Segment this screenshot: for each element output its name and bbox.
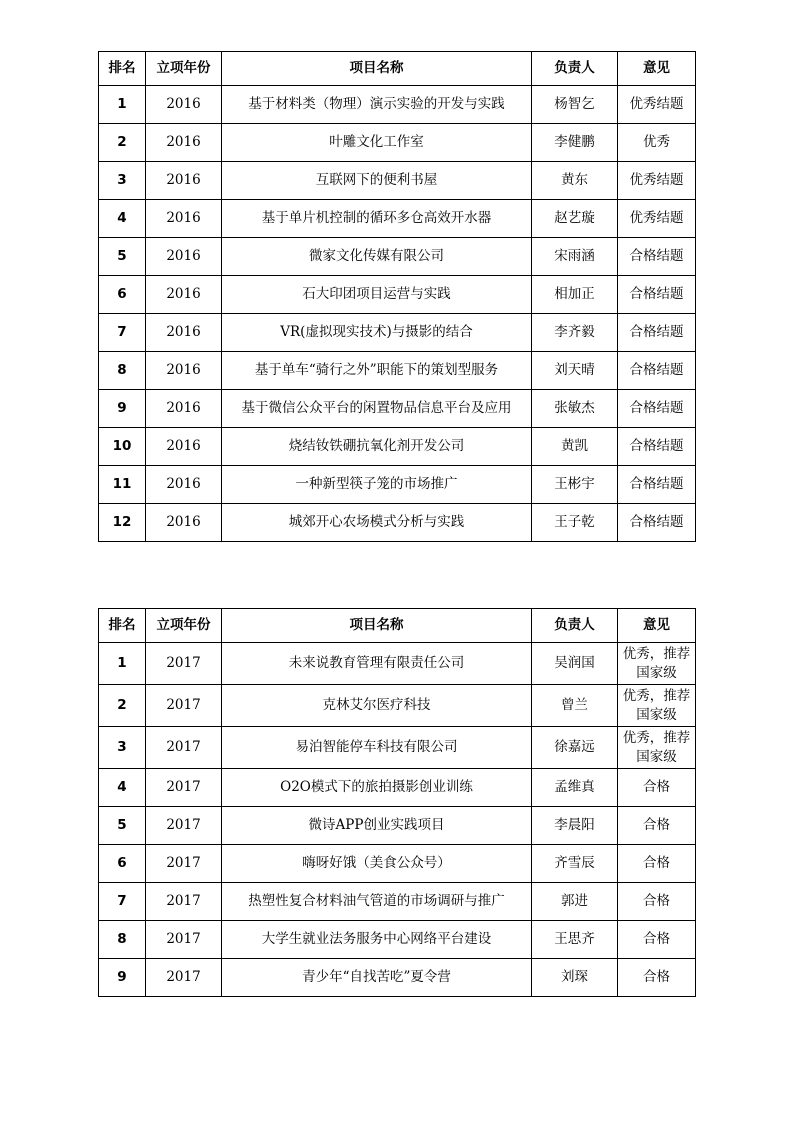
rank-cell: 1 [99,86,146,124]
project-name-cell: 互联网下的便利书屋 [222,162,532,200]
year-cell: 2017 [146,921,222,959]
project-name-cell: O2O模式下的旅拍摄影创业训练 [222,769,532,807]
leader-cell: 李晨阳 [532,807,618,845]
project-name-cell: 热塑性复合材料油气管道的市场调研与推广 [222,883,532,921]
table-row [99,124,696,162]
table-row [99,428,696,466]
leader-cell: 郭进 [532,883,618,921]
header-opinion: 意见 [618,609,696,643]
year-cell: 2016 [146,352,222,390]
opinion-cell: 合格结题 [618,390,696,428]
opinion-cell: 优秀结题 [618,162,696,200]
table-row [99,959,696,997]
project-name-cell: 烧结钕铁硼抗氧化剂开发公司 [222,428,532,466]
opinion-cell: 合格结题 [618,314,696,352]
rank-cell: 11 [99,466,146,504]
leader-cell: 黄凯 [532,428,618,466]
rank-cell: 8 [99,921,146,959]
project-name-cell: 青少年“自找苦吃”夏令营 [222,959,532,997]
rank-cell: 1 [99,643,146,685]
header-leader: 负责人 [532,609,618,643]
rank-cell: 4 [99,769,146,807]
header-year: 立项年份 [146,609,222,643]
leader-cell: 王子乾 [532,504,618,542]
project-name-cell: 基于材料类（物理）演示实验的开发与实践 [222,86,532,124]
leader-cell: 赵艺璇 [532,200,618,238]
header-year: 立项年份 [146,52,222,86]
project-name-cell: 嗨呀好饿（美食公众号） [222,845,532,883]
leader-cell: 杨智乞 [532,86,618,124]
rank-cell: 6 [99,845,146,883]
year-cell: 2016 [146,162,222,200]
header-opinion: 意见 [618,52,696,86]
opinion-cell: 合格结题 [618,466,696,504]
opinion-cell: 优秀，推荐国家级 [618,727,696,769]
year-cell: 2017 [146,883,222,921]
table-row [99,352,696,390]
opinion-cell: 合格 [618,921,696,959]
header-project: 项目名称 [222,609,532,643]
table-row [99,685,696,727]
opinion-cell: 合格 [618,959,696,997]
project-name-cell: VR(虚拟现实技术)与摄影的结合 [222,314,532,352]
year-cell: 2016 [146,466,222,504]
project-name-cell: 基于单车“骑行之外”职能下的策划型服务 [222,352,532,390]
rank-cell: 10 [99,428,146,466]
project-name-cell: 基于单片机控制的循环多仓高效开水器 [222,200,532,238]
table-row [99,86,696,124]
leader-cell: 相加正 [532,276,618,314]
opinion-cell: 优秀，推荐国家级 [618,685,696,727]
leader-cell: 王彬宇 [532,466,618,504]
opinion-cell: 合格 [618,845,696,883]
table-row [99,390,696,428]
rank-cell: 2 [99,685,146,727]
leader-cell: 曾兰 [532,685,618,727]
year-cell: 2016 [146,86,222,124]
year-cell: 2016 [146,428,222,466]
table-row [99,845,696,883]
project-name-cell: 微家文化传媒有限公司 [222,238,532,276]
rank-cell: 8 [99,352,146,390]
opinion-cell: 优秀 [618,124,696,162]
opinion-cell: 合格结题 [618,352,696,390]
opinion-cell: 合格 [618,807,696,845]
table-row [99,466,696,504]
year-cell: 2016 [146,390,222,428]
project-name-cell: 大学生就业法务服务中心网络平台建设 [222,921,532,959]
table-row [99,643,696,685]
year-cell: 2016 [146,314,222,352]
year-cell: 2017 [146,959,222,997]
opinion-cell: 合格结题 [618,504,696,542]
header-rank: 排名 [99,609,146,643]
year-cell: 2017 [146,685,222,727]
project-name-cell: 石大印团项目运营与实践 [222,276,532,314]
project-name-cell: 城郊开心农场模式分析与实践 [222,504,532,542]
table-row [99,807,696,845]
leader-cell: 王思齐 [532,921,618,959]
opinion-cell: 优秀，推荐国家级 [618,643,696,685]
opinion-cell: 合格结题 [618,238,696,276]
rank-cell: 3 [99,162,146,200]
year-cell: 2016 [146,124,222,162]
header-leader: 负责人 [532,52,618,86]
table-row [99,314,696,352]
year-cell: 2016 [146,238,222,276]
leader-cell: 孟维真 [532,769,618,807]
project-table-2016 [98,51,696,542]
header-project: 项目名称 [222,52,532,86]
leader-cell: 李齐毅 [532,314,618,352]
year-cell: 2016 [146,276,222,314]
rank-cell: 7 [99,314,146,352]
year-cell: 2016 [146,200,222,238]
leader-cell: 黄东 [532,162,618,200]
year-cell: 2017 [146,845,222,883]
rank-cell: 12 [99,504,146,542]
leader-cell: 齐雪辰 [532,845,618,883]
project-name-cell: 易泊智能停车科技有限公司 [222,727,532,769]
leader-cell: 吴润国 [532,643,618,685]
opinion-cell: 合格 [618,769,696,807]
leader-cell: 宋雨涵 [532,238,618,276]
leader-cell: 张敏杰 [532,390,618,428]
table-row [99,238,696,276]
rank-cell: 5 [99,238,146,276]
project-table-2017 [98,608,696,997]
table-header-row [99,52,696,86]
table-row [99,276,696,314]
table-row [99,921,696,959]
project-name-cell: 叶雕文化工作室 [222,124,532,162]
rank-cell: 3 [99,727,146,769]
rank-cell: 9 [99,390,146,428]
rank-cell: 9 [99,959,146,997]
leader-cell: 刘天晴 [532,352,618,390]
project-name-cell: 微诗APP创业实践项目 [222,807,532,845]
opinion-cell: 合格结题 [618,276,696,314]
year-cell: 2016 [146,504,222,542]
rank-cell: 2 [99,124,146,162]
year-cell: 2017 [146,727,222,769]
table-row [99,162,696,200]
project-name-cell: 克林艾尔医疗科技 [222,685,532,727]
opinion-cell: 优秀结题 [618,200,696,238]
table-row [99,883,696,921]
rank-cell: 4 [99,200,146,238]
rank-cell: 7 [99,883,146,921]
year-cell: 2017 [146,807,222,845]
table-row [99,504,696,542]
opinion-cell: 合格 [618,883,696,921]
year-cell: 2017 [146,769,222,807]
table-header-row [99,609,696,643]
project-name-cell: 基于微信公众平台的闲置物品信息平台及应用 [222,390,532,428]
table-row [99,769,696,807]
table-row [99,727,696,769]
project-name-cell: 一种新型筷子笼的市场推广 [222,466,532,504]
rank-cell: 5 [99,807,146,845]
opinion-cell: 合格结题 [618,428,696,466]
table-row [99,200,696,238]
rank-cell: 6 [99,276,146,314]
leader-cell: 徐嘉远 [532,727,618,769]
header-rank: 排名 [99,52,146,86]
project-name-cell: 未来说教育管理有限责任公司 [222,643,532,685]
leader-cell: 李健鹏 [532,124,618,162]
year-cell: 2017 [146,643,222,685]
opinion-cell: 优秀结题 [618,86,696,124]
leader-cell: 刘琛 [532,959,618,997]
